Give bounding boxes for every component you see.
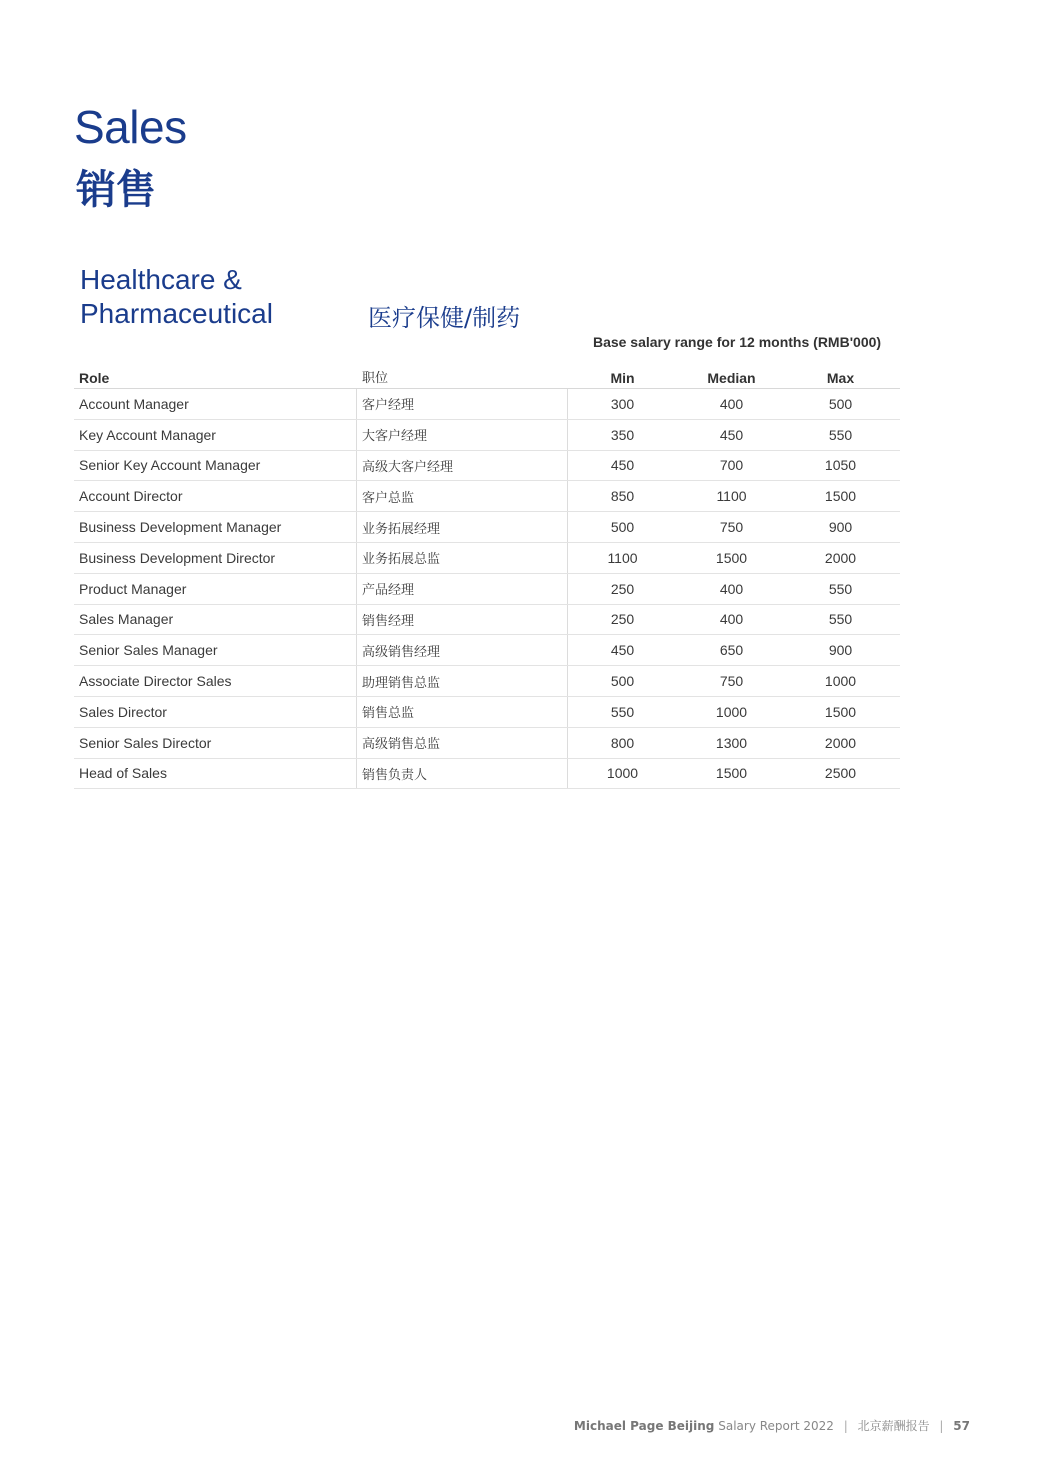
role-cell: Senior Key Account Manager bbox=[74, 451, 357, 481]
footer-page-number: 57 bbox=[953, 1419, 970, 1433]
max-cell: 900 bbox=[828, 642, 853, 659]
table-row bbox=[74, 389, 900, 420]
table-row bbox=[74, 605, 900, 636]
max-cell: 1000 bbox=[824, 673, 857, 690]
page-footer bbox=[574, 1417, 970, 1434]
header-role-zh: 职位 bbox=[362, 371, 389, 386]
min-cell: 350 bbox=[610, 426, 635, 443]
footer-separator-2: | bbox=[939, 1419, 944, 1433]
min-cell: 250 bbox=[610, 611, 635, 628]
median-cell: 750 bbox=[719, 519, 744, 536]
role-cell: Account Director bbox=[74, 481, 357, 511]
median-cell: 400 bbox=[719, 611, 744, 628]
section-title-line1: Healthcare & bbox=[80, 264, 242, 295]
max-cell: 500 bbox=[828, 395, 853, 412]
header-role: Role bbox=[79, 370, 110, 386]
footer-separator: | bbox=[843, 1419, 848, 1433]
min-cell: 500 bbox=[610, 673, 635, 690]
max-cell: 2500 bbox=[824, 765, 857, 782]
role-zh-cell: 客户总监 bbox=[357, 481, 568, 511]
min-cell: 800 bbox=[610, 734, 635, 751]
table-row bbox=[74, 666, 900, 697]
role-zh-cell: 销售经理 bbox=[357, 605, 568, 635]
footer-brand: Michael Page Beijing bbox=[573, 1419, 715, 1433]
max-cell: 550 bbox=[828, 426, 853, 443]
min-cell: 250 bbox=[610, 580, 635, 597]
role-zh-cell: 产品经理 bbox=[357, 574, 568, 604]
min-cell: 450 bbox=[610, 642, 635, 659]
table-row bbox=[74, 759, 900, 790]
header-max: Max bbox=[826, 370, 855, 386]
role-cell: Senior Sales Manager bbox=[74, 635, 357, 665]
table-row bbox=[74, 697, 900, 728]
table-row bbox=[74, 574, 900, 605]
min-cell: 1000 bbox=[606, 765, 639, 782]
role-zh-cell: 业务拓展总监 bbox=[357, 543, 568, 573]
max-cell: 550 bbox=[828, 611, 853, 628]
median-cell: 1100 bbox=[716, 488, 747, 505]
max-cell: 1500 bbox=[824, 703, 857, 720]
role-cell: Business Development Manager bbox=[74, 512, 357, 542]
role-zh-cell: 销售负责人 bbox=[357, 759, 568, 789]
min-cell: 450 bbox=[610, 457, 635, 474]
page-title: Sales bbox=[74, 101, 187, 153]
header-median: Median bbox=[707, 370, 756, 386]
median-cell: 750 bbox=[719, 673, 744, 690]
min-cell: 1100 bbox=[607, 549, 638, 566]
role-zh-cell: 高级大客户经理 bbox=[357, 451, 568, 481]
min-cell: 550 bbox=[610, 703, 635, 720]
role-cell: Business Development Director bbox=[74, 543, 357, 573]
role-cell: Key Account Manager bbox=[74, 420, 357, 450]
max-cell: 1050 bbox=[824, 457, 857, 474]
role-cell: Senior Sales Director bbox=[74, 728, 357, 758]
role-cell: Head of Sales bbox=[74, 759, 357, 789]
role-cell: Associate Director Sales bbox=[74, 666, 357, 696]
salary-range-label: Base salary range for 12 months (RMB'000) bbox=[592, 334, 882, 350]
max-cell: 550 bbox=[828, 580, 853, 597]
role-cell: Sales Manager bbox=[74, 605, 357, 635]
max-cell: 2000 bbox=[824, 734, 857, 751]
max-cell: 2000 bbox=[824, 549, 857, 566]
role-cell: Sales Director bbox=[74, 697, 357, 727]
table-row bbox=[74, 728, 900, 759]
role-zh-cell: 销售总监 bbox=[357, 697, 568, 727]
median-cell: 650 bbox=[719, 642, 744, 659]
median-cell: 1500 bbox=[715, 765, 748, 782]
table-row bbox=[74, 451, 900, 482]
median-cell: 1300 bbox=[715, 734, 748, 751]
role-cell: Account Manager bbox=[74, 389, 357, 419]
min-cell: 500 bbox=[610, 519, 635, 536]
footer-report-zh: 北京薪酬报告 bbox=[857, 1419, 930, 1433]
median-cell: 1000 bbox=[715, 703, 748, 720]
median-cell: 450 bbox=[719, 426, 744, 443]
table-row bbox=[74, 512, 900, 543]
section-title bbox=[80, 263, 273, 331]
role-zh-cell: 助理销售总监 bbox=[357, 666, 568, 696]
table-row bbox=[74, 635, 900, 666]
salary-table bbox=[74, 360, 900, 789]
role-zh-cell: 业务拓展经理 bbox=[357, 512, 568, 542]
median-cell: 400 bbox=[719, 395, 744, 412]
role-zh-cell: 高级销售总监 bbox=[357, 728, 568, 758]
role-cell: Product Manager bbox=[74, 574, 357, 604]
table-row bbox=[74, 420, 900, 451]
min-cell: 850 bbox=[610, 488, 635, 505]
header-min: Min bbox=[610, 370, 635, 386]
footer-report: Salary Report 2022 bbox=[718, 1419, 834, 1433]
table-row bbox=[74, 481, 900, 512]
role-zh-cell: 大客户经理 bbox=[357, 420, 568, 450]
median-cell: 400 bbox=[719, 580, 744, 597]
median-cell: 1500 bbox=[715, 549, 748, 566]
section-title-zh: 医疗保健/制药 bbox=[368, 304, 521, 332]
role-zh-cell: 客户经理 bbox=[357, 389, 568, 419]
page-title-zh: 销售 bbox=[76, 167, 156, 213]
section-title-line2: Pharmaceutical bbox=[80, 298, 273, 329]
max-cell: 1500 bbox=[824, 488, 857, 505]
min-cell: 300 bbox=[610, 395, 635, 412]
table-row bbox=[74, 543, 900, 574]
max-cell: 900 bbox=[828, 519, 853, 536]
table-header-row bbox=[74, 360, 900, 389]
median-cell: 700 bbox=[719, 457, 744, 474]
role-zh-cell: 高级销售经理 bbox=[357, 635, 568, 665]
